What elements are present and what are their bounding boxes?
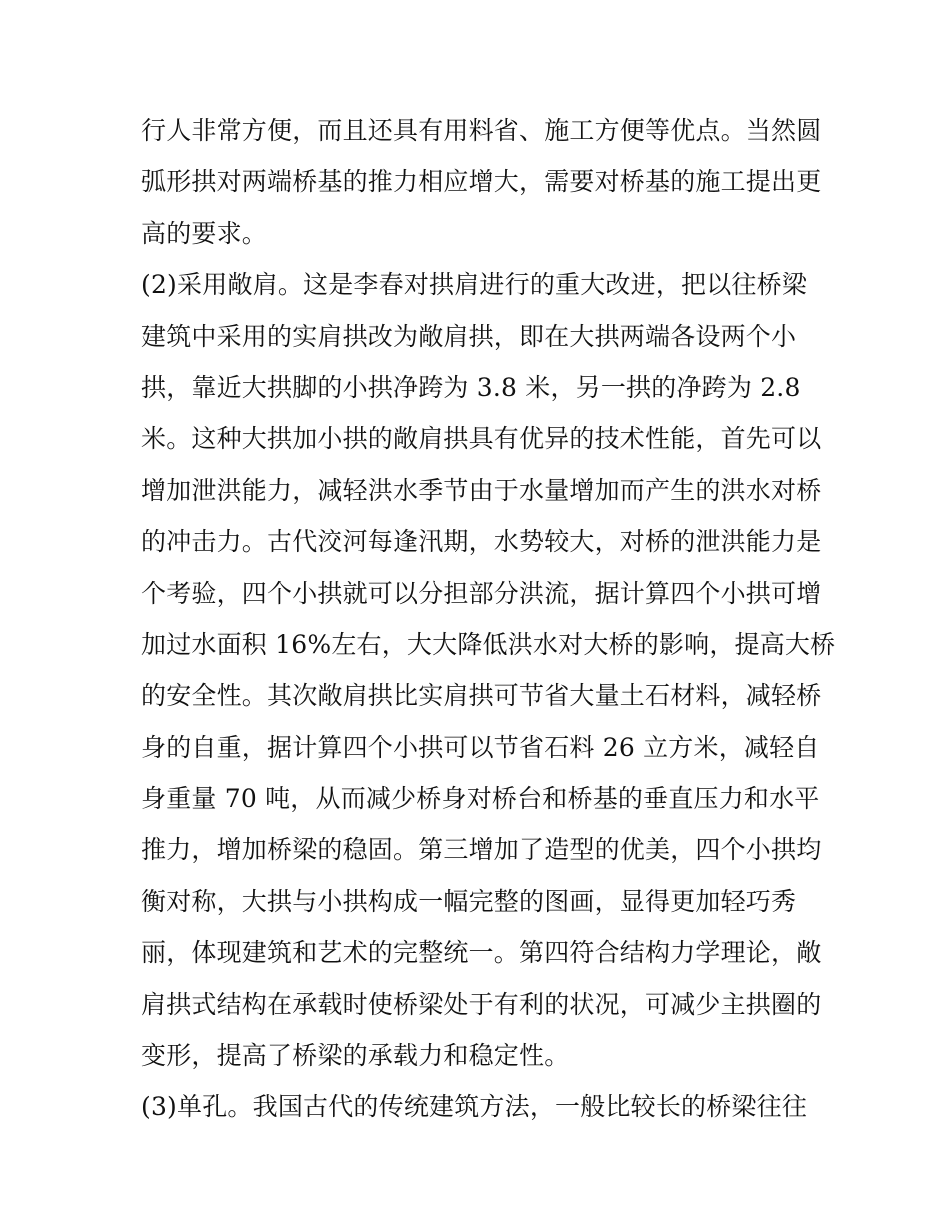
text-line: 拱，靠近大拱脚的小拱净跨为 3.8 米，另一拱的净跨为 2.8: [141, 372, 801, 402]
body-text: [141, 105, 836, 1133]
text-line: 身的自重，据计算四个小拱可以节省石料 26 立方米，减轻自: [141, 732, 820, 762]
text-line: 的冲击力。古代洨河每逢汛期，水势较大，对桥的泄洪能力是: [141, 527, 822, 557]
text-line: 个考验，四个小拱就可以分担部分洪流，据计算四个小拱可增: [141, 578, 822, 608]
text-line: (2)采用敞肩。这是李春对拱肩进行的重大改进，把以往桥梁: [141, 270, 808, 300]
text-line: 行人非常方便，而且还具有用料省、施工方便等优点。当然圆: [141, 116, 822, 145]
text-line: 建筑中采用的实肩拱改为敞肩拱，即在大拱两端各设两个小: [141, 321, 797, 351]
text-line: 肩拱式结构在承载时使桥梁处于有利的状况，可减少主拱圈的: [141, 989, 822, 1019]
text-line: 米。这种大拱加小拱的敞肩拱具有优异的技术性能，首先可以: [141, 424, 822, 454]
text-line: 衡对称，大拱与小拱构成一幅完整的图画，显得更加轻巧秀: [141, 886, 797, 916]
text-line: (3)单孔。我国古代的传统建筑方法，一般比较长的桥梁往往: [141, 1092, 808, 1122]
text-line: 增加泄洪能力，减轻洪水季节由于水量增加而产生的洪水对桥: [141, 475, 822, 505]
text-line: 加过水面积 16%左右，大大降低洪水对大桥的影响，提高大桥: [141, 629, 836, 659]
text-line: 的安全性。其次敞肩拱比实肩拱可节省大量土石材料，减轻桥: [141, 681, 822, 711]
text-line: 丽，体现建筑和艺术的完整统一。第四符合结构力学理论，敞: [141, 938, 822, 968]
text-line: 推力，增加桥梁的稳固。第三增加了造型的优美，四个小拱均: [141, 835, 822, 865]
text-line: 高的要求。: [141, 218, 268, 248]
text-line: 变形，提高了桥梁的承载力和稳定性。: [141, 1041, 570, 1071]
text-line: 弧形拱对两端桥基的推力相应增大，需要对桥基的施工提出更: [141, 167, 822, 197]
text-line: 身重量 70 吨，从而减少桥身对桥台和桥基的垂直压力和水平: [141, 784, 820, 814]
